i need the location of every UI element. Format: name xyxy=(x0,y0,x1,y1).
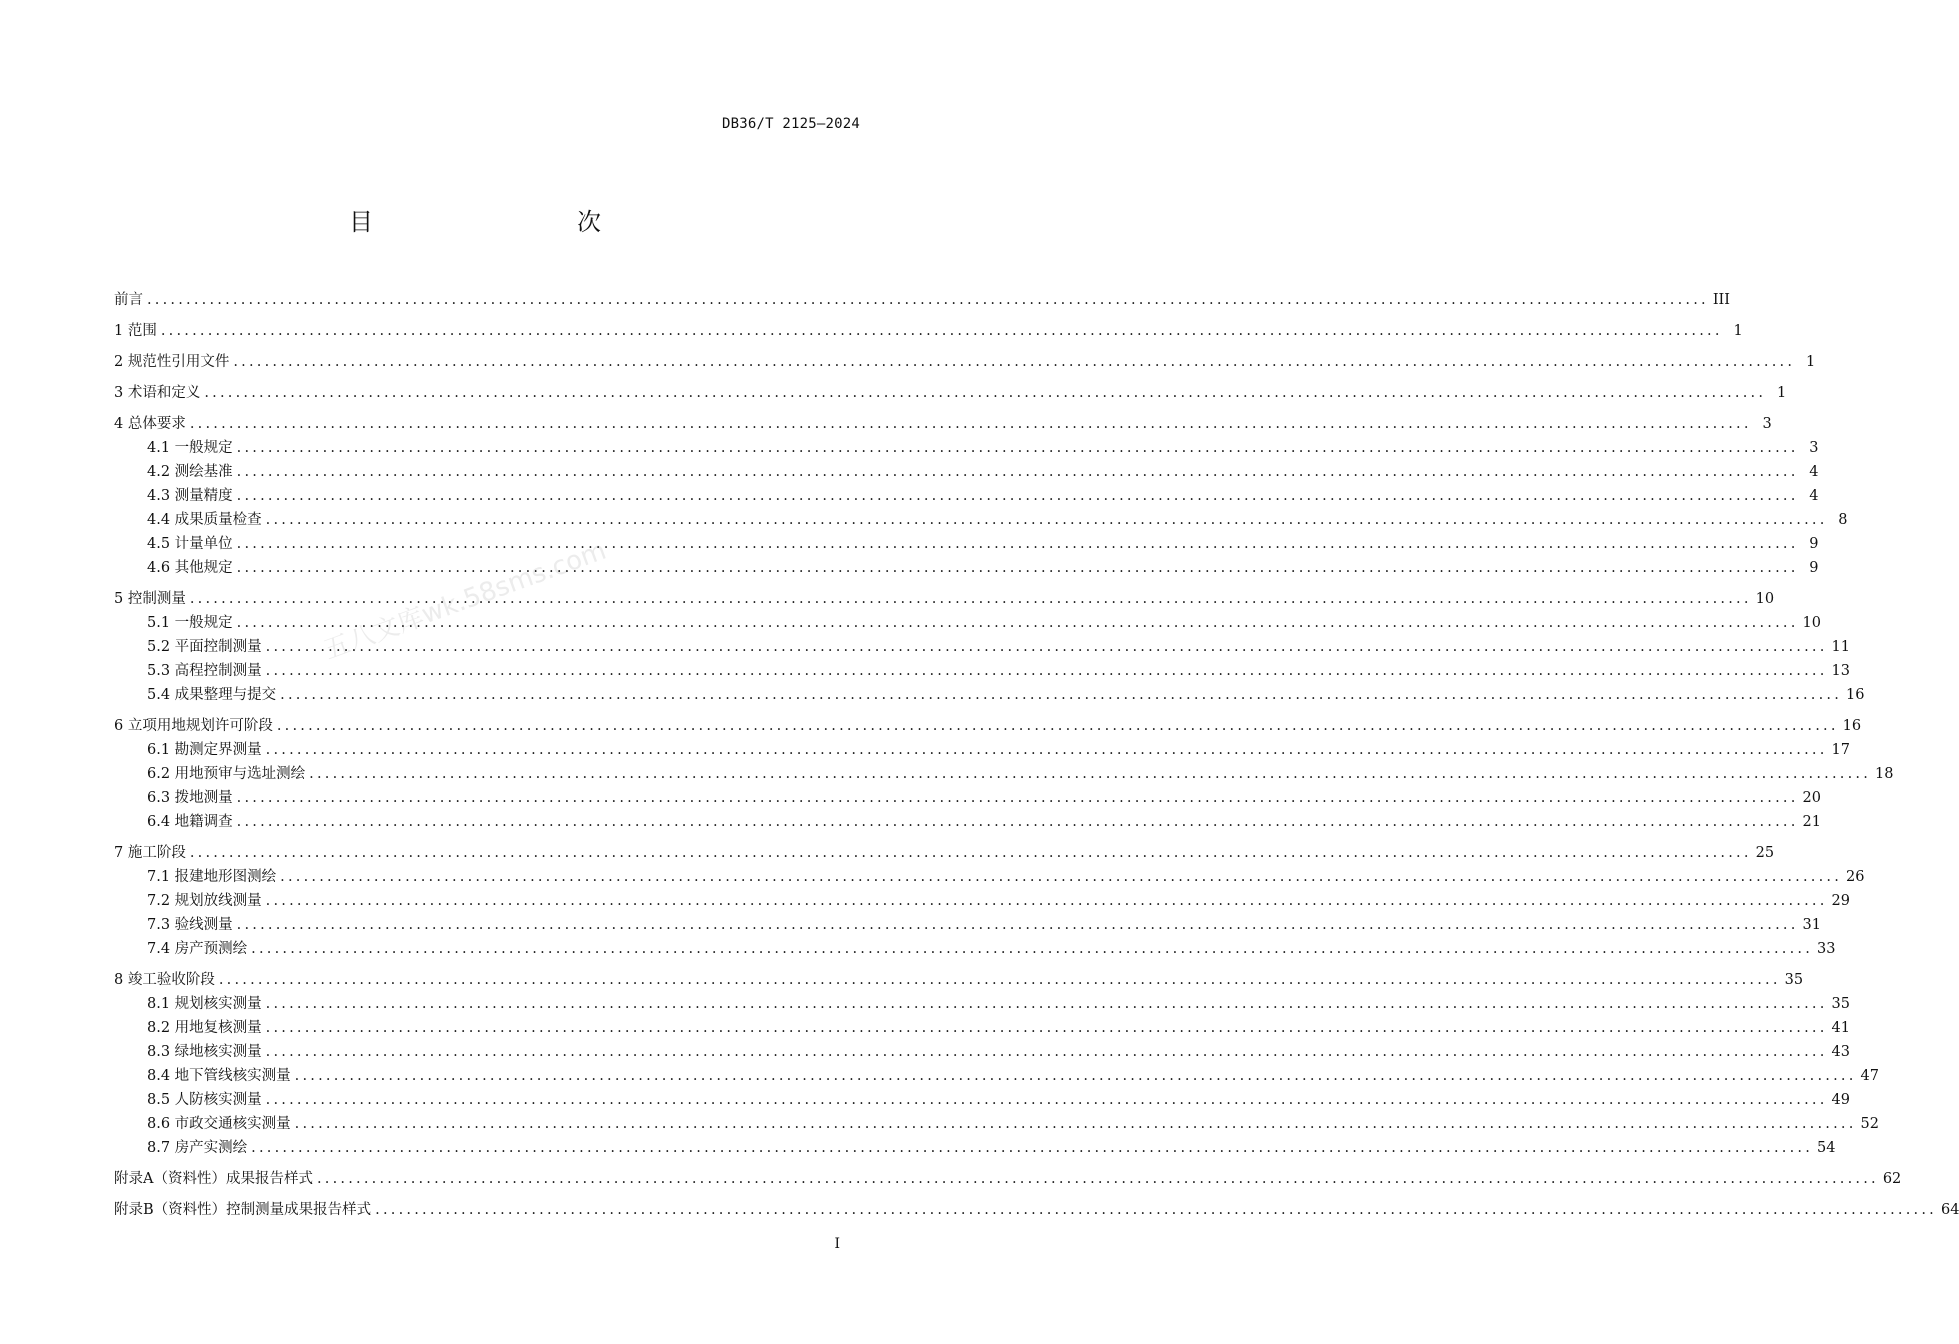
toc-entry-label: 4.5 计量单位 xyxy=(147,536,233,552)
toc-leader-dots: ........................................................................................................................................................................................................ xyxy=(265,893,1828,909)
toc-entry-page: 25 xyxy=(1755,845,1775,861)
toc-entry-label: 7.2 规划放线测量 xyxy=(147,893,262,909)
toc-entry-label: 8.2 用地复核测量 xyxy=(147,1020,262,1036)
toc-entry-page: 10 xyxy=(1755,591,1775,607)
toc-entry[interactable] xyxy=(114,635,1850,659)
toc-leader-dots: ........................................................................................................................................................................................................ xyxy=(147,292,1709,308)
toc-entry-label: 6 立项用地规划许可阶段 xyxy=(114,718,273,734)
toc-leader-dots: ........................................................................................................................................................................................................ xyxy=(265,1020,1828,1036)
toc-entry-label: 7.1 报建地形图测绘 xyxy=(147,869,277,885)
toc-entry[interactable] xyxy=(114,1016,1850,1040)
toc-entry-page: 35 xyxy=(1784,972,1804,988)
toc-entry-page: 1 xyxy=(1805,354,1816,370)
toc-leader-dots: ........................................................................................................................................................................................................ xyxy=(265,1044,1828,1060)
toc-leader-dots: ........................................................................................................................................................................................................ xyxy=(265,996,1828,1012)
toc-entry-page: 11 xyxy=(1831,639,1850,655)
toc-entry-page: 3 xyxy=(1762,416,1772,432)
toc-entry[interactable] xyxy=(114,889,1850,913)
toc-entry-page: III xyxy=(1712,292,1731,308)
page-number: I xyxy=(834,1236,840,1252)
toc-entry-label: 8.5 人防核实测量 xyxy=(147,1092,262,1108)
toc-leader-dots: ........................................................................................................................................................................................................ xyxy=(218,972,1781,988)
toc-entry[interactable] xyxy=(114,412,1772,436)
toc-entry-label: 5.1 一般规定 xyxy=(147,615,233,631)
toc-entry-page: 21 xyxy=(1802,814,1821,830)
toc-leader-dots: ........................................................................................................................................................................................................ xyxy=(265,742,1828,758)
toc-entry-label: 7 施工阶段 xyxy=(114,845,186,861)
toc-entry[interactable] xyxy=(114,968,1804,992)
toc-entry-label: 8.1 规划核实测量 xyxy=(147,996,262,1012)
toc-entry-page: 18 xyxy=(1875,766,1894,782)
toc-entry-page: 16 xyxy=(1846,687,1865,703)
toc-leader-dots: ........................................................................................................................................................................................................ xyxy=(375,1202,1937,1218)
toc-entry-label: 前言 xyxy=(114,292,143,308)
toc-leader-dots: ........................................................................................................................................................................................................ xyxy=(251,941,1813,957)
toc-entry-page: 43 xyxy=(1831,1044,1850,1060)
toc-leader-dots: ........................................................................................................................................................................................................ xyxy=(236,615,1799,631)
toc-entry[interactable] xyxy=(114,508,1848,532)
toc-entry-page: 31 xyxy=(1802,917,1821,933)
toc-entry[interactable] xyxy=(114,319,1743,343)
toc-leader-dots: ........................................................................................................................................................................................................ xyxy=(233,354,1796,370)
toc-leader-dots: ........................................................................................................................................................................................................ xyxy=(236,917,1799,933)
toc-leader-dots: ........................................................................................................................................................................................................ xyxy=(251,1140,1813,1156)
toc-entry[interactable] xyxy=(114,683,1865,707)
toc-entry-label: 4.2 测绘基准 xyxy=(147,464,233,480)
toc-entry-page: 41 xyxy=(1831,1020,1850,1036)
toc-entry-label: 7.4 房产预测绘 xyxy=(147,941,248,957)
toc-entry-page: 4 xyxy=(1809,464,1819,480)
toc-entry-page: 13 xyxy=(1831,663,1850,679)
toc-entry-label: 4.3 测量精度 xyxy=(147,488,233,504)
toc-leader-dots: ........................................................................................................................................................................................................ xyxy=(294,1068,1857,1084)
toc-leader-dots: ........................................................................................................................................................................................................ xyxy=(236,790,1799,806)
page-title: 目 次 xyxy=(349,208,653,236)
toc-leader-dots: ........................................................................................................................................................................................................ xyxy=(236,440,1799,456)
toc-entry-page: 29 xyxy=(1831,893,1850,909)
toc-entry-page: 26 xyxy=(1846,869,1865,885)
toc-entry[interactable] xyxy=(114,460,1819,484)
toc-leader-dots: ........................................................................................................................................................................................................ xyxy=(294,1116,1857,1132)
toc-entry[interactable] xyxy=(114,532,1819,556)
toc-entry-label: 4.1 一般规定 xyxy=(147,440,233,456)
toc-entry-page: 9 xyxy=(1809,536,1819,552)
toc-leader-dots: ........................................................................................................................................................................................................ xyxy=(236,464,1799,480)
toc-entry[interactable] xyxy=(114,556,1819,580)
toc-entry-label: 7.3 验线测量 xyxy=(147,917,233,933)
toc-entry-label: 4 总体要求 xyxy=(114,416,186,432)
toc-leader-dots: ........................................................................................................................................................................................................ xyxy=(309,766,1871,782)
toc-entry-label: 8.7 房产实测绘 xyxy=(147,1140,248,1156)
toc-entry-page: 9 xyxy=(1809,560,1819,576)
toc-leader-dots: ........................................................................................................................................................................................................ xyxy=(280,687,1842,703)
toc-entry-page: 52 xyxy=(1860,1116,1879,1132)
toc-entry-label: 4.6 其他规定 xyxy=(147,560,233,576)
toc-entry[interactable] xyxy=(114,1088,1850,1112)
toc-entry[interactable] xyxy=(114,913,1821,937)
toc-entry[interactable] xyxy=(114,484,1819,508)
toc-entry-page: 54 xyxy=(1817,1140,1836,1156)
toc-entry-label: 6.3 拨地测量 xyxy=(147,790,233,806)
toc-entry[interactable] xyxy=(114,865,1865,889)
toc-entry-page: 64 xyxy=(1940,1202,1959,1218)
toc-entry-page: 49 xyxy=(1831,1092,1850,1108)
toc-entry[interactable] xyxy=(114,841,1775,865)
toc-entry-label: 附录B（资料性）控制测量成果报告样式 xyxy=(114,1202,372,1218)
toc-entry-page: 4 xyxy=(1809,488,1819,504)
toc-leader-dots: ........................................................................................................................................................................................................ xyxy=(265,663,1828,679)
toc-entry[interactable] xyxy=(114,1198,1959,1222)
toc-leader-dots: ........................................................................................................................................................................................................ xyxy=(189,591,1752,607)
toc-entry-label: 4.4 成果质量检查 xyxy=(147,512,262,528)
toc-leader-dots: ........................................................................................................................................................................................................ xyxy=(160,323,1723,339)
toc-entry-page: 3 xyxy=(1809,440,1819,456)
toc-entry[interactable] xyxy=(114,762,1894,786)
toc-entry[interactable] xyxy=(114,350,1816,374)
toc-entry-label: 6.1 勘测定界测量 xyxy=(147,742,262,758)
toc-entry-page: 17 xyxy=(1831,742,1850,758)
toc-entry[interactable] xyxy=(114,381,1787,405)
toc-entry-label: 1 范围 xyxy=(114,323,157,339)
toc-entry-label: 5.4 成果整理与提交 xyxy=(147,687,277,703)
toc-entry-label: 8.3 绿地核实测量 xyxy=(147,1044,262,1060)
toc-entry[interactable] xyxy=(114,659,1850,683)
toc-leader-dots: ........................................................................................................................................................................................................ xyxy=(265,1092,1828,1108)
toc-leader-dots: ........................................................................................................................................................................................................ xyxy=(265,639,1828,655)
toc-leader-dots: ........................................................................................................................................................................................................ xyxy=(189,416,1752,432)
toc-entry-page: 62 xyxy=(1882,1171,1902,1187)
toc-entry-page: 35 xyxy=(1831,996,1850,1012)
toc-leader-dots: ........................................................................................................................................................................................................ xyxy=(316,1171,1879,1187)
toc-entry-label: 2 规范性引用文件 xyxy=(114,354,230,370)
toc-entry-label: 5 控制测量 xyxy=(114,591,186,607)
toc-leader-dots: ........................................................................................................................................................................................................ xyxy=(236,536,1799,552)
toc-entry[interactable] xyxy=(114,1167,1902,1191)
toc-entry[interactable] xyxy=(114,714,1862,738)
toc-entry-label: 8 竣工验收阶段 xyxy=(114,972,215,988)
toc-entry-page: 8 xyxy=(1838,512,1848,528)
toc-entry-page: 16 xyxy=(1842,718,1862,734)
toc-entry-label: 5.2 平面控制测量 xyxy=(147,639,262,655)
toc-entry-label: 5.3 高程控制测量 xyxy=(147,663,262,679)
toc-leader-dots: ........................................................................................................................................................................................................ xyxy=(189,845,1752,861)
watermark-text: 五八文库wk.58sms.com xyxy=(320,535,611,666)
toc-leader-dots: ........................................................................................................................................................................................................ xyxy=(276,718,1839,734)
toc-entry[interactable] xyxy=(114,810,1821,834)
toc-entry-label: 8.4 地下管线核实测量 xyxy=(147,1068,291,1084)
toc-entry-page: 10 xyxy=(1802,615,1821,631)
toc-entry[interactable] xyxy=(114,1040,1850,1064)
toc-entry[interactable] xyxy=(114,786,1821,810)
toc-leader-dots: ........................................................................................................................................................................................................ xyxy=(280,869,1842,885)
toc-entry[interactable] xyxy=(114,288,1731,312)
toc-entry[interactable] xyxy=(114,1136,1836,1160)
toc-entry[interactable] xyxy=(114,1064,1879,1088)
toc-entry[interactable] xyxy=(114,937,1836,961)
document-code: DB36/T 2125—2024 xyxy=(721,116,860,132)
toc-leader-dots: ........................................................................................................................................................................................................ xyxy=(236,814,1799,830)
toc-entry-page: 1 xyxy=(1776,385,1787,401)
toc-leader-dots: ........................................................................................................................................................................................................ xyxy=(265,512,1828,528)
toc-entry-label: 3 术语和定义 xyxy=(114,385,201,401)
toc-entry-label: 附录A（资料性）成果报告样式 xyxy=(114,1171,313,1187)
toc-entry[interactable] xyxy=(114,992,1850,1016)
toc-entry-label: 6.4 地籍调查 xyxy=(147,814,233,830)
toc-entry[interactable] xyxy=(114,611,1821,635)
toc-entry[interactable] xyxy=(114,587,1775,611)
toc-entry-page: 20 xyxy=(1802,790,1821,806)
toc-entry-page: 33 xyxy=(1817,941,1836,957)
toc-entry[interactable] xyxy=(114,738,1850,762)
toc-leader-dots: ........................................................................................................................................................................................................ xyxy=(236,560,1799,576)
toc-leader-dots: ........................................................................................................................................................................................................ xyxy=(236,488,1799,504)
toc-entry-page: 1 xyxy=(1733,323,1743,339)
toc-entry[interactable] xyxy=(114,436,1819,460)
toc-leader-dots: ........................................................................................................................................................................................................ xyxy=(204,385,1767,401)
table-of-contents xyxy=(114,288,1959,1222)
toc-entry-label: 8.6 市政交通核实测量 xyxy=(147,1116,291,1132)
toc-entry-page: 47 xyxy=(1860,1068,1879,1084)
toc-entry-label: 6.2 用地预审与选址测绘 xyxy=(147,766,306,782)
toc-entry[interactable] xyxy=(114,1112,1879,1136)
